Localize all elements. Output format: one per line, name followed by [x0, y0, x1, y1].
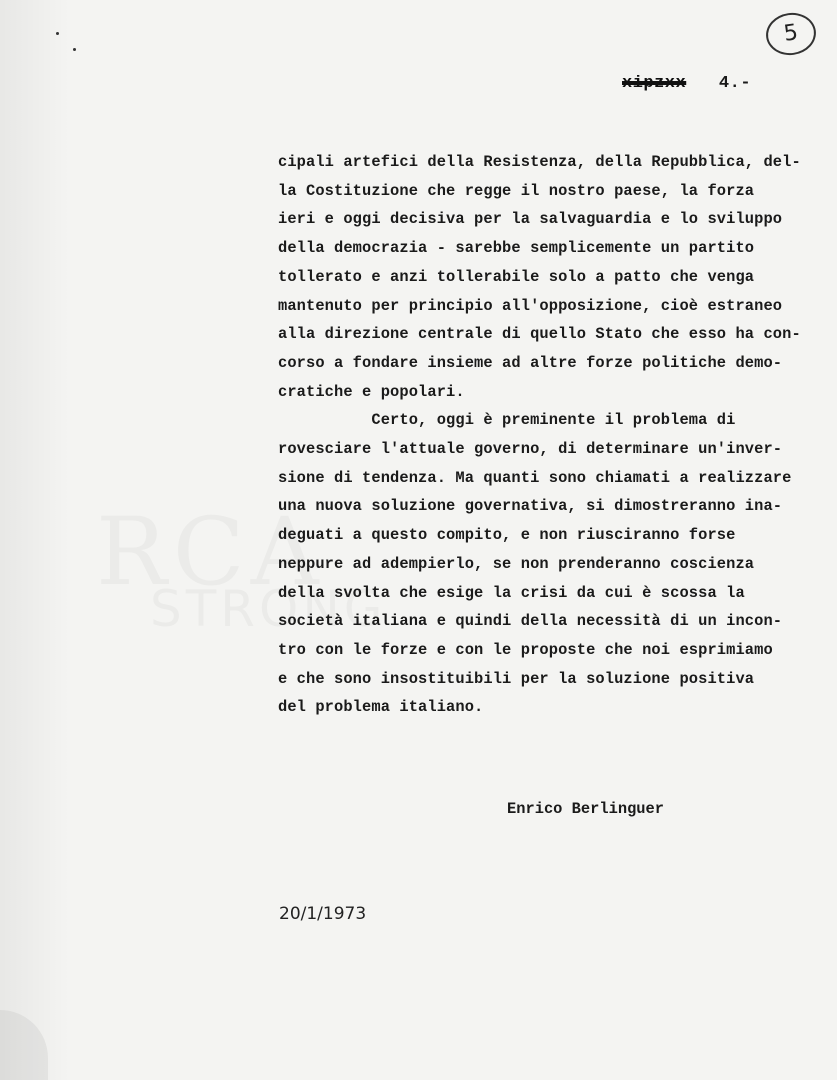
body-line: una nuova soluzione governativa, si dimostreranno ina- — [278, 497, 783, 516]
body-line: società italiana e quindi della necessità di un incon- — [278, 612, 783, 631]
body-line: e che sono insostituibili per la soluzione positiva — [278, 669, 755, 688]
body-line: cratiche e popolari. — [278, 382, 465, 401]
body-line: sione di tendenza. Ma quanti sono chiamati a realizzare — [278, 468, 792, 487]
handwritten-date: 20/1/1973 — [279, 904, 367, 924]
body-line: della svolta che esige la crisi da cui è scossa la — [278, 583, 745, 602]
page-header — [622, 74, 751, 93]
body-line: la Costituzione che regge il nostro paese, la forza — [278, 181, 755, 200]
body-line: tollerato e anzi tollerabile solo a patto che venga — [278, 267, 755, 286]
body-line: corso a fondare insieme ad altre forze politiche demo- — [278, 353, 783, 372]
body-line: della democrazia - sarebbe semplicemente un partito — [278, 239, 755, 258]
body-line: alla direzione centrale di quello Stato che esso ha con- — [278, 325, 801, 344]
body-line: deguati a questo compito, e non riusciranno forse — [278, 526, 736, 545]
page-label: 4.- — [718, 74, 752, 93]
body-line: neppure ad adempierlo, se non prenderanno coscienza — [278, 554, 755, 573]
body-line: mantenuto per principio all'opposizione, cioè estraneo — [278, 296, 783, 315]
signature: Enrico Berlinguer — [507, 800, 665, 818]
body-line: tro con le forze e con le proposte che noi esprimiamo — [278, 640, 773, 659]
circled-page-number: 5 — [763, 10, 818, 59]
body-line: ieri e oggi decisiva per la salvaguardia e lo sviluppo — [278, 210, 783, 229]
body-line: Certo, oggi è preminente il problema di — [278, 411, 736, 430]
struck-word: xipzxx — [622, 74, 687, 93]
letter-body — [278, 148, 823, 722]
margin-dots — [56, 30, 80, 54]
body-line: del problema italiano. — [278, 698, 484, 717]
body-line: rovesciare l'attuale governo, di determinare un'inver- — [278, 440, 783, 459]
body-line: cipali artefici della Resistenza, della Repubblica, del- — [278, 153, 801, 171]
scan-shadow — [0, 0, 70, 1080]
